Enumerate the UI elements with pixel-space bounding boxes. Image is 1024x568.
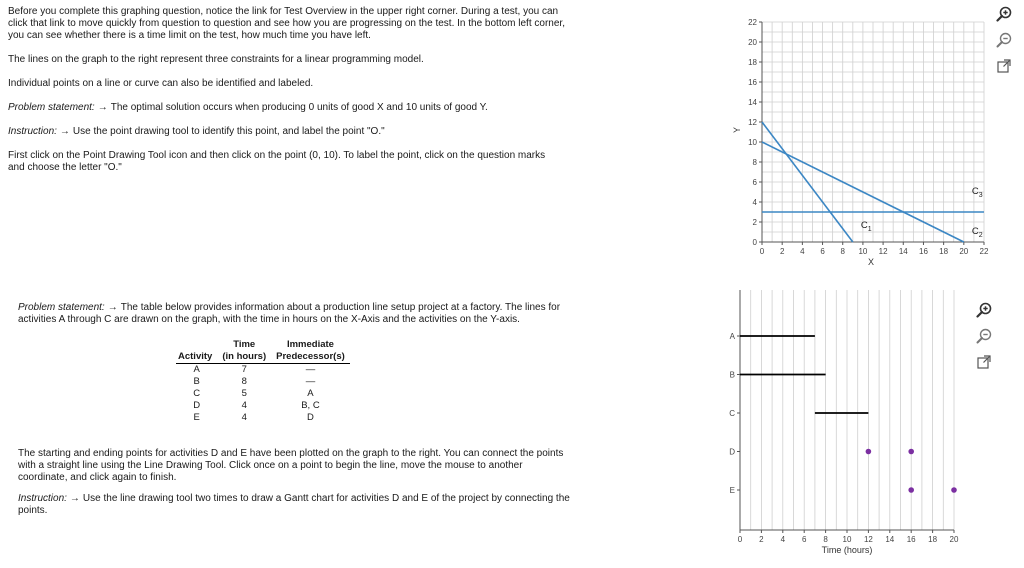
constraint-label-c3: $C_3$ bbox=[971, 186, 983, 199]
x-tick-label: 18 bbox=[939, 247, 949, 256]
x-tick-label: 18 bbox=[928, 535, 938, 544]
cell-activity: C bbox=[193, 388, 201, 399]
problem-label: Problem statement: bbox=[18, 302, 105, 313]
x-tick-label: 22 bbox=[979, 247, 989, 256]
x-tick-label: 10 bbox=[842, 535, 852, 544]
cell-activity: B bbox=[193, 376, 200, 387]
cell-predecessor: B, C bbox=[301, 400, 320, 411]
cell-activity: D bbox=[193, 400, 201, 411]
table-row bbox=[176, 412, 350, 424]
x-tick-label: 12 bbox=[863, 535, 873, 544]
x-tick-label: 4 bbox=[800, 247, 805, 256]
problem-text: The table below provides information about a production line setup project at a factory. The lines for activities A through C are drawn on the graph, with the time in hours on the X-Axis and the activities on the Y-axis. bbox=[18, 302, 561, 325]
y-tick-label: 4 bbox=[752, 198, 757, 207]
x-tick-label: 14 bbox=[898, 247, 908, 256]
table-row bbox=[176, 376, 350, 388]
constraints-paragraph: The lines on the graph to the right represent three constraints for a linear programming model. bbox=[8, 54, 424, 65]
arrow-icon: → bbox=[97, 102, 108, 113]
zoom-out-icon bbox=[976, 328, 992, 344]
x-tick-label: 8 bbox=[823, 535, 828, 544]
x-tick-label: 20 bbox=[959, 247, 969, 256]
constraint-label-c2: $C_2$ bbox=[971, 226, 983, 239]
instruction-label: Instruction: bbox=[8, 126, 57, 137]
y-tick-label: 2 bbox=[752, 218, 757, 227]
problem-label: Problem statement: bbox=[8, 102, 95, 113]
top-instruction bbox=[8, 126, 580, 138]
x-tick-label: 0 bbox=[737, 535, 743, 544]
y-tick-label: 12 bbox=[748, 118, 757, 127]
intro-paragraph: Before you complete this graphing question, notice the link for Test Overview in the upper right corner. During a test, you can click that link to move quickly from question to question and see how you are progressing on the test. In the bottom left corner, you can see whether there is a time limit on the test, how much time you have left. bbox=[8, 6, 565, 41]
table-row bbox=[176, 388, 350, 400]
gantt-point-e bbox=[951, 487, 957, 493]
top-problem-statement bbox=[8, 102, 580, 114]
x-tick-label: 16 bbox=[919, 247, 928, 256]
x-axis-label: Time (hours) bbox=[821, 545, 873, 555]
y-tick-label: 22 bbox=[748, 18, 757, 27]
popout-button[interactable] bbox=[994, 56, 1014, 76]
arrow-icon: → bbox=[107, 302, 118, 313]
x-tick-label: 6 bbox=[820, 247, 825, 256]
y-tick-label: 20 bbox=[748, 38, 757, 47]
points-paragraph: Individual points on a line or curve can also be identified and labeled. bbox=[8, 78, 314, 89]
cell-predecessor: A bbox=[307, 388, 314, 399]
popout-icon bbox=[996, 58, 1012, 74]
instruction-text: Use the line drawing tool two times to draw a Gantt chart for activities D and E of the project by connecting the points. bbox=[18, 493, 570, 516]
cell-time: 7 bbox=[241, 364, 247, 375]
instruction-label: Instruction: bbox=[18, 493, 67, 504]
activity-label-a: A bbox=[729, 332, 735, 341]
cell-activity: A bbox=[193, 364, 200, 375]
cell-time: 8 bbox=[241, 376, 247, 387]
x-tick-label: 16 bbox=[906, 535, 916, 544]
constraint-label-c1: $C_1$ bbox=[860, 220, 872, 233]
zoom-in-button[interactable] bbox=[994, 4, 1014, 24]
table-row bbox=[176, 400, 350, 412]
graph-tools-bottom bbox=[974, 300, 994, 372]
y-tick-label: 16 bbox=[748, 78, 757, 87]
y-tick-label: 14 bbox=[748, 98, 757, 107]
zoom-in-button[interactable] bbox=[974, 300, 994, 320]
zoom-in-icon bbox=[996, 6, 1012, 22]
gantt-point-d bbox=[908, 449, 914, 455]
cell-time: 4 bbox=[241, 400, 247, 411]
x-tick-label: 10 bbox=[858, 247, 868, 256]
x-tick-label: 4 bbox=[780, 535, 786, 544]
y-tick-label: 10 bbox=[748, 138, 757, 147]
constraint-graph[interactable] bbox=[722, 10, 992, 270]
header-predecessors: Immediate Predecessor(s) bbox=[276, 339, 345, 362]
activity-label-c: C bbox=[729, 409, 735, 418]
y-tick-label: 18 bbox=[748, 58, 757, 67]
y-tick-label: 0 bbox=[752, 238, 757, 247]
bottom-instruction bbox=[18, 493, 574, 517]
x-tick-label: 14 bbox=[885, 535, 895, 544]
problem-text: The optimal solution occurs when producing 0 units of good X and 10 units of good Y. bbox=[110, 102, 488, 113]
zoom-in-icon bbox=[976, 302, 992, 318]
header-time: Time (in hours) bbox=[222, 339, 267, 362]
zoom-out-button[interactable] bbox=[994, 30, 1014, 50]
x-tick-label: 8 bbox=[840, 247, 845, 256]
x-tick-label: 20 bbox=[949, 535, 959, 544]
arrow-icon: → bbox=[69, 493, 80, 504]
gantt-point-d bbox=[866, 449, 872, 455]
y-axis-label: Y bbox=[732, 126, 742, 134]
arrow-icon: → bbox=[59, 126, 70, 137]
cell-predecessor: — bbox=[305, 376, 316, 387]
y-tick-label: 6 bbox=[752, 178, 757, 187]
x-tick-label: 2 bbox=[759, 535, 764, 544]
cell-activity: E bbox=[193, 412, 200, 423]
bottom-problem-statement bbox=[18, 302, 576, 326]
graph-tools-top bbox=[994, 4, 1014, 76]
activity-label-b: B bbox=[729, 370, 735, 380]
activity-table bbox=[176, 339, 350, 424]
activity-label-d: D bbox=[729, 447, 735, 457]
x-tick-label: 2 bbox=[779, 247, 785, 256]
popout-button[interactable] bbox=[974, 352, 994, 372]
y-tick-label: 8 bbox=[752, 158, 757, 167]
x-axis-label: X bbox=[867, 257, 875, 267]
gantt-graph[interactable] bbox=[722, 285, 992, 560]
popout-icon bbox=[976, 354, 992, 370]
zoom-out-icon bbox=[996, 32, 1012, 48]
table-row bbox=[176, 364, 350, 377]
steps-paragraph: First click on the Point Drawing Tool icon and then click on the point (0, 10). To label the point, click on the question marks and choose the letter "O." bbox=[8, 150, 546, 173]
x-tick-label: 6 bbox=[801, 535, 807, 544]
instruction-text: Use the point drawing tool to identify this point, and label the point "O." bbox=[72, 126, 385, 137]
gantt-point-e bbox=[908, 487, 914, 493]
cell-predecessor: — bbox=[305, 364, 316, 375]
zoom-out-button[interactable] bbox=[974, 326, 994, 346]
cell-time: 4 bbox=[241, 412, 247, 423]
activity-label-e: E bbox=[729, 486, 735, 495]
x-tick-label: 12 bbox=[878, 247, 888, 256]
top-question-text bbox=[8, 6, 580, 174]
x-tick-label: 0 bbox=[759, 247, 765, 256]
bottom-paragraph: The starting and ending points for activities D and E have been plotted on the graph to the right. You can connect the points with a straight line using the Line Drawing Tool. Click once on a point to begin the line, move the mouse to another coordinate, and click again to finish. bbox=[18, 448, 564, 483]
table-header-row bbox=[176, 339, 350, 364]
cell-time: 5 bbox=[241, 388, 247, 399]
cell-predecessor: D bbox=[307, 412, 314, 423]
header-activity: Activity bbox=[178, 351, 213, 362]
